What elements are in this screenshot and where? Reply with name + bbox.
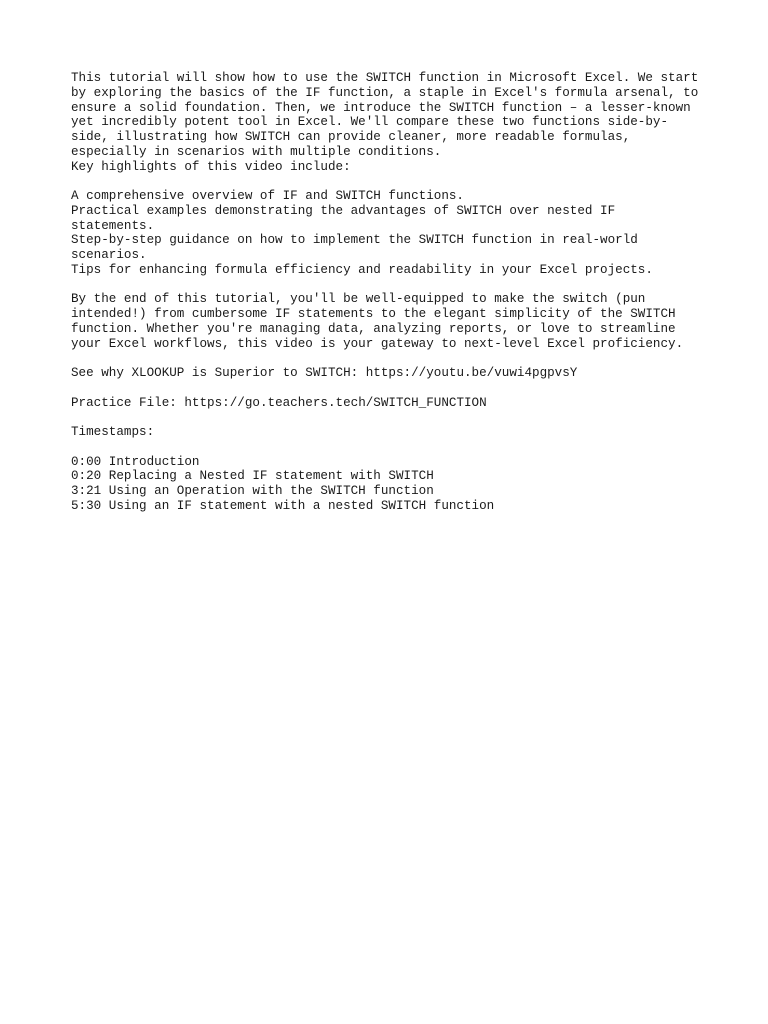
intro-line: ensure a solid foundation. Then, we introduce the SWITCH function – a lesser-known xyxy=(71,100,691,115)
intro-line: especially in scenarios with multiple conditions. xyxy=(71,144,442,159)
timestamps-heading-block xyxy=(71,425,711,440)
highlight-item: Practical examples demonstrating the advantages of SWITCH over nested IF xyxy=(71,203,616,218)
conclusion-line: By the end of this tutorial, you'll be well-equipped to make the switch (pun xyxy=(71,292,646,307)
timestamp-item[interactable]: 0:00 Introduction xyxy=(71,454,200,469)
highlight-item: Step-by-step guidance on how to implement the SWITCH function in real-world xyxy=(71,233,638,248)
blank-line xyxy=(71,410,711,425)
blank-line xyxy=(71,278,711,293)
conclusion-line: function. Whether you're managing data, analyzing reports, or love to streamline xyxy=(71,321,676,336)
blank-line xyxy=(71,381,711,396)
intro-paragraph xyxy=(71,71,711,174)
timestamp-item[interactable]: 0:20 Replacing a Nested IF statement with SWITCH xyxy=(71,469,434,484)
highlight-item: A comprehensive overview of IF and SWITCH functions. xyxy=(71,189,464,203)
timestamps-heading: Timestamps: xyxy=(71,425,155,439)
highlight-item: scenarios. xyxy=(71,248,147,262)
intro-line: by exploring the basics of the IF function, a staple in Excel's formula arsenal, to xyxy=(71,85,699,100)
timestamp-item[interactable]: 3:21 Using an Operation with the SWITCH function xyxy=(71,484,434,498)
highlight-item: Tips for enhancing formula efficiency and readability in your Excel projects. xyxy=(71,262,653,277)
timestamp-item[interactable]: 5:30 Using an IF statement with a nested SWITCH function xyxy=(71,498,495,513)
xlookup-label: See why XLOOKUP is Superior to SWITCH: xyxy=(71,366,366,380)
intro-line: yet incredibly potent tool in Excel. We'll compare these two functions side-by- xyxy=(71,115,669,130)
conclusion-paragraph xyxy=(71,292,711,351)
highlights-list xyxy=(71,189,711,278)
conclusion-line: intended!) from cumbersome IF statements to the elegant simplicity of the SWITCH xyxy=(71,307,676,321)
timestamps-list xyxy=(71,455,711,514)
xlookup-line xyxy=(71,366,711,381)
video-description xyxy=(71,71,711,514)
xlookup-video-link[interactable]: https://youtu.be/vuwi4pgpvsY xyxy=(365,366,578,380)
highlights-heading: Key highlights of this video include: xyxy=(71,159,351,174)
practice-file-link[interactable]: https://go.teachers.tech/SWITCH_FUNCTION xyxy=(184,395,487,410)
blank-line xyxy=(71,440,711,455)
conclusion-line: your Excel workflows, this video is your gateway to next-level Excel proficiency. xyxy=(71,336,684,351)
practice-file-label: Practice File: xyxy=(71,395,185,410)
blank-line xyxy=(71,174,711,189)
intro-line: side, illustrating how SWITCH can provide cleaner, more readable formulas, xyxy=(71,130,631,144)
highlight-item: statements. xyxy=(71,218,155,233)
blank-line xyxy=(71,351,711,366)
practice-file-line xyxy=(71,396,711,411)
intro-line: This tutorial will show how to use the SWITCH function in Microsoft Excel. We start xyxy=(71,71,699,85)
